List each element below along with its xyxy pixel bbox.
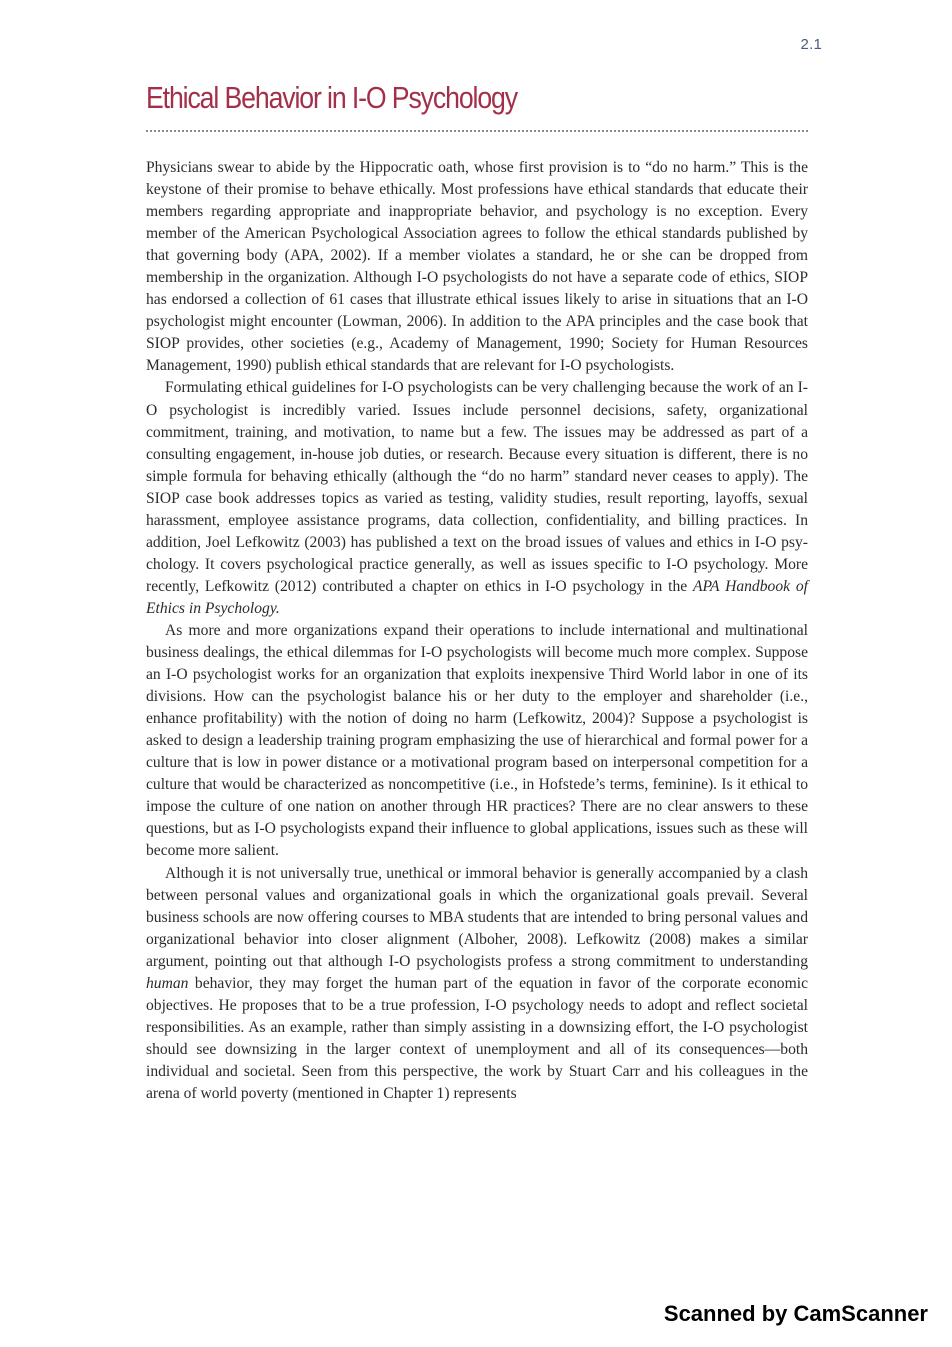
paragraph-2-text: Formulating ethical guidelines for I-O psychologists can be very challenging because the work of an I-O psychologist is incredibly varied. Issues include personnel decisions, safety, organizational commitment, training, and motivation, to name but a few. The issues may be addressed as part of a consulting engagement, in-house job duties, or research. Because every situation is different, there is no simple formula for behaving ethically (although the “do no harm” standard never ceases to apply). The SIOP case book addresses topics as varied as testing, validity studies, result reporting, layoffs, sexual harassment, employee assistance programs, data collection, confidentiality, and billing practices. In addition, Joel Lefkowitz (2003) has published a text on the broad issues of values and ethics in I-O psychology. It covers psychological practice generally, as well as issues specific to I-O psychology. More recently, Lefkowitz (2012) contributed a chapter on ethics in I-O psychology in the — [146, 379, 808, 595]
page-number: 2.1 — [800, 36, 822, 53]
paragraph-4-text: Although it is not universally true, unethical or immoral behavior is generally accompanied by a clash between personal values and organizational goals in which the organizational goals prevail. Several business schools are now offering courses to MBA students that are intended to bring personal values and organizational behavior into closer alignment (Alboher, 2008). Lefkowitz (2008) makes a similar argument, pointing out that although I-O psychologists profess a strong commitment to understanding — [146, 864, 808, 970]
body-text — [146, 157, 808, 1105]
paragraph-3: As more and more organizations expand their operations to include international and multinational business dealings, the ethical dilemmas for I-O psychologists will become much more complex. Suppose an I-O psychologist works for an organization that exploits inexpensive Third World labor in one of its divisions. How can the psychologist balance his or her duty to the employer and shareholder (i.e., enhance profitability) with the notion of doing no harm (Lefkowitz, 2004)? Suppose a psychologist is asked to design a leadership training program emphasizing the use of hierarchical and formal power for a culture that is low in power distance or a motivational program based on interpersonal competition for a culture that would be characterized as noncompetitive (i.e., in Hofstede’s terms, feminine). Is it ethical to impose the culture of one nation on another through HR practices? There are no clear answers to these questions, but as I-O psychologists expand their influence to global applications, issues such as these will become more salient. — [146, 621, 808, 860]
human-emphasis: human — [146, 974, 189, 992]
title-divider — [146, 130, 808, 132]
paragraph-4-text-end: behavior, they may forget the human part of the equation in favor of the corporate economic objectives. He proposes that to be a true profession, I-O psychology needs to adopt and reflect societal responsibilities. As an example, rather than simply assisting in a downsizing effort, the I-O psychologist should see downsizing in the larger context of unemployment and all of its consequences—both individual and societal. Seen from this perspective, the work by Stuart Carr and his colleagues in the arena of world poverty (mentioned in Chapter 1) represents — [146, 974, 808, 1102]
section-title: Ethical Behavior in I-O Psychology — [146, 80, 517, 115]
paragraph-2 — [146, 377, 808, 620]
paragraph-4 — [146, 863, 808, 1106]
scanner-watermark: Scanned by CamScanner — [663, 1301, 928, 1326]
book-title-emphasis: APA Handbook of Ethics in Psychology. — [146, 577, 808, 617]
paragraph-1: Physicians swear to abide by the Hippocratic oath, whose first provision is to “do no harm.” This is the keystone of their promise to behave ethically. Most professions have ethical standards that educate their members regarding appropriate and inappropriate behavior, and psychology is no exception. Every member of the American Psychological Association agrees to follow the ethical standards published by that governing body (APA, 2002). If a member violates a standard, he or she can be dropped from membership in the organization. Although I-O psychologists do not have a separate code of ethics, SIOP has endorsed a collection of 61 cases that illustrate ethical issues likely to arise in situations that an I-O psychologist might encounter (Lowman, 2006). In addition to the APA principles and the case book that SIOP provides, other societies (e.g., Academy of Management, 1990; Society for Human Resources Management, 1990) publish ethical standards that are relevant for I-O psychologists. — [146, 159, 808, 375]
